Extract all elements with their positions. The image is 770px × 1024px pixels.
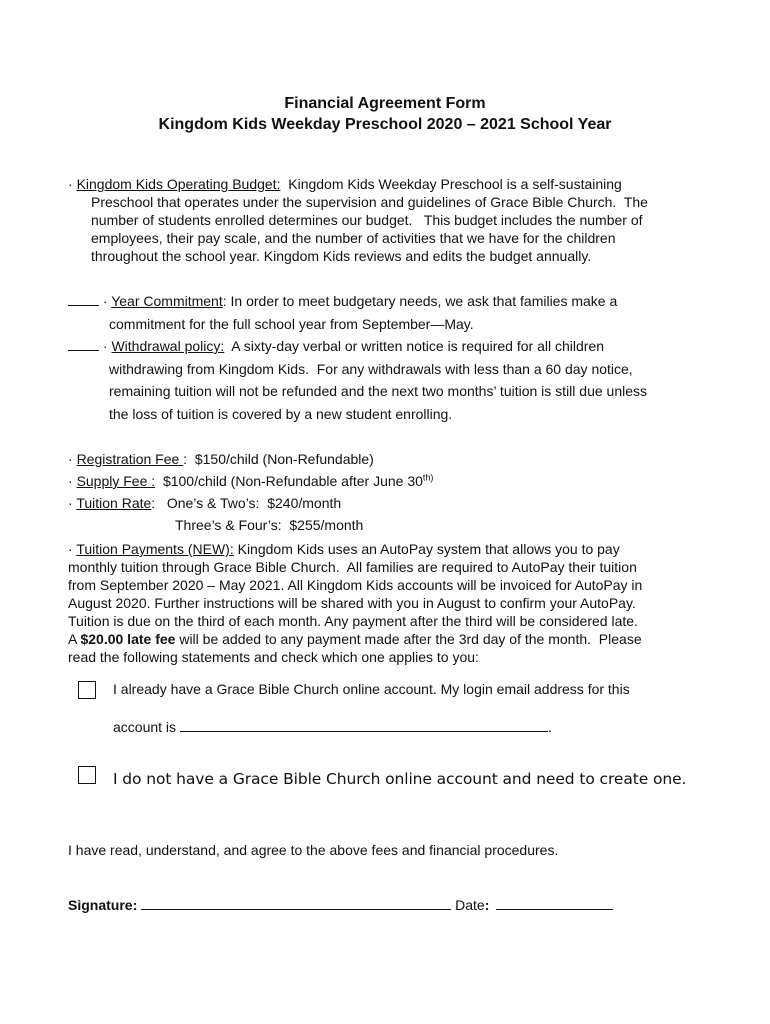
tuition-payments-section: [68, 540, 698, 666]
agreement-statement: I have read, understand, and agree to the above fees and financial procedures.: [68, 842, 559, 858]
commitment-text-2: commitment for the full school year from September—May.: [109, 315, 474, 332]
existing-account-text: I already have a Grace Bible Church online account. My login email address for this: [113, 681, 630, 697]
fees-section: [68, 448, 728, 536]
supply-fee-value: $100/child (Non-Refundable after June 30: [155, 473, 423, 489]
budget-text-1: Kingdom Kids Weekday Preschool is a self-sustaining: [280, 176, 622, 192]
withdrawal-text-2: withdrawing from Kingdom Kids. For any withdrawals with less than a 60 day notice,: [109, 360, 633, 377]
form-subtitle: Kingdom Kids Weekday Preschool 2020 – 2021 School Year: [158, 116, 612, 133]
tuition-payments-heading: Tuition Payments (NEW):: [76, 541, 234, 557]
registration-fee-label: Registration Fee: [76, 451, 184, 467]
date-label: Date: [455, 897, 485, 913]
budget-text-3: number of students enrolled determines our budget. This budget includes the number of: [91, 212, 643, 228]
bullet: ·: [68, 541, 77, 557]
commitment-text-1: : In order to meet budgetary needs, we ask that families make a: [222, 293, 618, 309]
budget-text-2: Preschool that operates under the supervision and guidelines of Grace Bible Church. The: [91, 194, 648, 210]
bullet: ·: [99, 338, 112, 354]
initial-blank-commitment[interactable]: [68, 291, 99, 306]
budget-text-4: employees, their pay scale, and the number of activities that we have for the children: [91, 230, 616, 246]
tuition-rate-value-1: : One’s & Two’s: $240/month: [151, 495, 342, 511]
initial-blank-withdrawal[interactable]: [68, 336, 99, 351]
bullet: ·: [99, 293, 112, 309]
account-is-label: account is: [113, 719, 177, 735]
bullet: ·: [68, 176, 77, 192]
email-address-field[interactable]: [180, 717, 548, 732]
commitment-heading: Year Commitment: [111, 293, 223, 309]
withdrawal-text-3: remaining tuition will not be refunded and the next two months’ tuition is still due unless: [109, 383, 648, 399]
supply-fee-superscript: th): [422, 472, 434, 483]
date-field[interactable]: [496, 895, 613, 910]
payments-text-6b: will be added to any payment made after the 3rd day of the month. Please: [175, 631, 642, 647]
bullet: ·: [68, 495, 77, 511]
payments-text-7: read the following statements and check which one applies to you:: [68, 649, 479, 665]
supply-fee-label: Supply Fee :: [76, 473, 156, 489]
existing-account-checkbox[interactable]: [78, 681, 96, 699]
new-account-checkbox[interactable]: [78, 766, 96, 784]
commitment-section: [68, 290, 728, 425]
tuition-rate-label: Tuition Rate: [76, 495, 152, 511]
email-line-row: [113, 717, 552, 735]
payments-text-5: Tuition is due on the third of each month. Any payment after the third will be considered late.: [68, 613, 638, 629]
budget-text-5: throughout the school year. Kingdom Kids reviews and edits the budget annually.: [91, 248, 592, 264]
signature-label: Signature:: [68, 897, 138, 913]
withdrawal-text-4: the loss of tuition is covered by a new student enrolling.: [109, 405, 453, 422]
signature-row: [68, 895, 613, 913]
operating-budget-section: [68, 175, 708, 265]
payments-text-4: August 2020. Further instructions will be shared with you in August to confirm your AutoPay.: [68, 595, 636, 611]
tuition-rate-value-2: Three’s & Four’s: $255/month: [175, 517, 364, 533]
withdrawal-text-1: A sixty-day verbal or written notice is required for all children: [224, 338, 605, 354]
date-colon: :: [484, 897, 490, 913]
bullet: ·: [68, 473, 77, 489]
signature-field[interactable]: [141, 895, 451, 910]
payments-text-3: from September 2020 – May 2021. All Kingdom Kids accounts will be invoiced for AutoPay in: [68, 577, 643, 593]
payments-text-6a: A: [68, 631, 81, 647]
registration-fee-value: : $150/child (Non-Refundable): [183, 451, 374, 467]
budget-heading: Kingdom Kids Operating Budget:: [76, 176, 281, 192]
withdrawal-heading: Withdrawal policy:: [111, 338, 225, 354]
form-title: Financial Agreement Form: [284, 95, 486, 112]
payments-text-1: Kingdom Kids uses an AutoPay system that allows you to pay: [233, 541, 620, 557]
payments-text-2: monthly tuition through Grace Bible Church. All families are required to AutoPay their tuition: [68, 559, 637, 575]
bullet: ·: [68, 451, 77, 467]
period: .: [548, 719, 552, 735]
new-account-text: I do not have a Grace Bible Church online account and need to create one.: [113, 770, 687, 788]
late-fee-amount: $20.00 late fee: [80, 631, 176, 647]
